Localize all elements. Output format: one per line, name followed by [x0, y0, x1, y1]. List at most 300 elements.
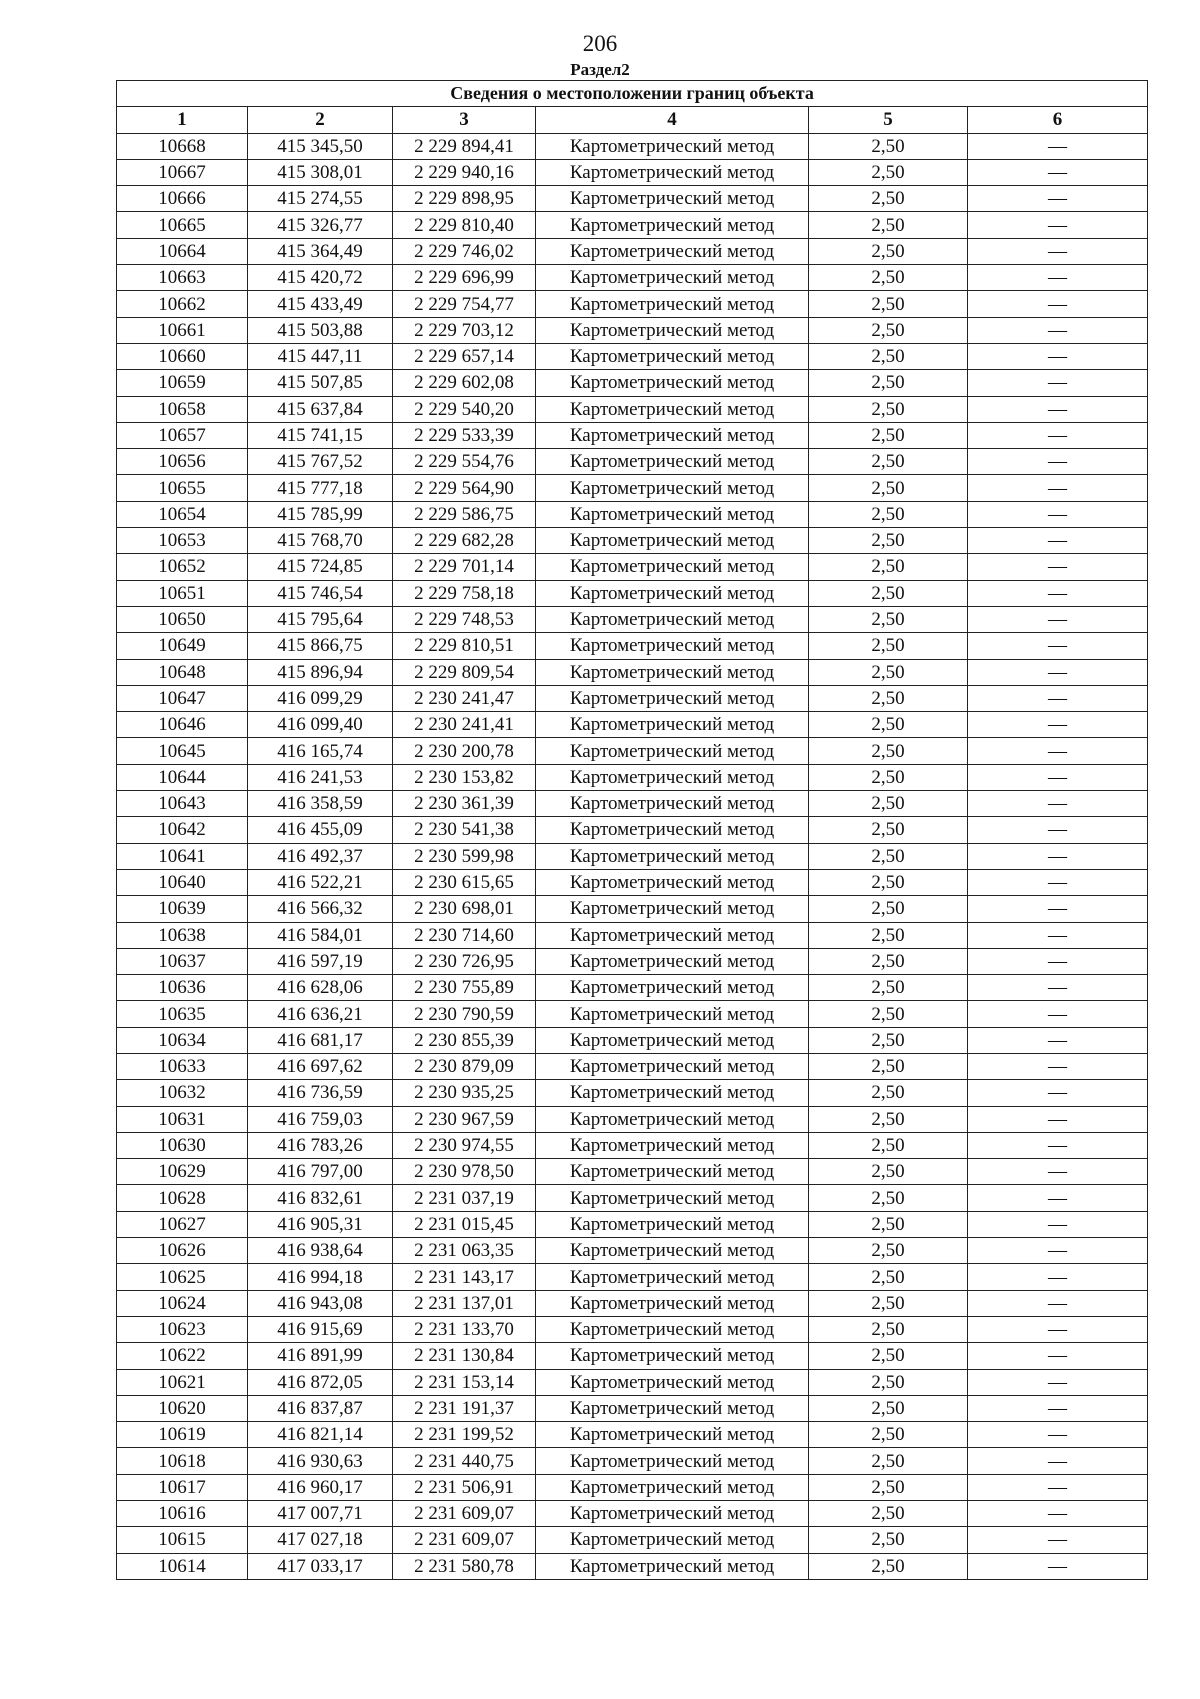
accuracy-cell: 2,50 [809, 843, 968, 869]
accuracy-cell: 2,50 [809, 422, 968, 448]
accuracy-cell: 2,50 [809, 1238, 968, 1264]
table-row [117, 1290, 1148, 1316]
accuracy-cell: 2,50 [809, 291, 968, 317]
x-coordinate-cell: 415 741,15 [248, 422, 393, 448]
point-number-cell: 10667 [117, 159, 248, 185]
accuracy-cell: 2,50 [809, 554, 968, 580]
column-header: 4 [536, 107, 809, 133]
x-coordinate-cell: 416 759,03 [248, 1106, 393, 1132]
description-cell: — [968, 1238, 1148, 1264]
method-cell: Картометрический метод [536, 1211, 809, 1237]
method-cell: Картометрический метод [536, 1501, 809, 1527]
method-cell: Картометрический метод [536, 475, 809, 501]
accuracy-cell: 2,50 [809, 791, 968, 817]
table-row [117, 1027, 1148, 1053]
description-cell: — [968, 869, 1148, 895]
accuracy-cell: 2,50 [809, 1053, 968, 1079]
description-cell: — [968, 1264, 1148, 1290]
accuracy-cell: 2,50 [809, 1501, 968, 1527]
method-cell: Картометрический метод [536, 1290, 809, 1316]
x-coordinate-cell: 415 767,52 [248, 449, 393, 475]
table-row [117, 265, 1148, 291]
description-cell: — [968, 186, 1148, 212]
accuracy-cell: 2,50 [809, 738, 968, 764]
page-number: 206 [582, 31, 618, 56]
description-cell: — [968, 843, 1148, 869]
accuracy-cell: 2,50 [809, 1527, 968, 1553]
accuracy-cell: 2,50 [809, 685, 968, 711]
method-cell: Картометрический метод [536, 685, 809, 711]
point-number-cell: 10665 [117, 212, 248, 238]
accuracy-cell: 2,50 [809, 396, 968, 422]
accuracy-cell: 2,50 [809, 343, 968, 369]
accuracy-cell: 2,50 [809, 528, 968, 554]
x-coordinate-cell: 415 896,94 [248, 659, 393, 685]
accuracy-cell: 2,50 [809, 1343, 968, 1369]
description-cell: — [968, 265, 1148, 291]
description-cell: — [968, 370, 1148, 396]
table-row [117, 1185, 1148, 1211]
description-cell: — [968, 764, 1148, 790]
table-row [117, 685, 1148, 711]
y-coordinate-cell: 2 229 810,40 [393, 212, 536, 238]
point-number-cell: 10624 [117, 1290, 248, 1316]
table-caption: Сведения о местоположении границ объекта [117, 81, 1148, 107]
y-coordinate-cell: 2 229 533,39 [393, 422, 536, 448]
accuracy-cell: 2,50 [809, 948, 968, 974]
x-coordinate-cell: 416 099,40 [248, 712, 393, 738]
method-cell: Картометрический метод [536, 843, 809, 869]
accuracy-cell: 2,50 [809, 1395, 968, 1421]
method-cell: Картометрический метод [536, 238, 809, 264]
accuracy-cell: 2,50 [809, 1106, 968, 1132]
point-number-cell: 10663 [117, 265, 248, 291]
accuracy-cell: 2,50 [809, 1290, 968, 1316]
description-cell: — [968, 422, 1148, 448]
method-cell: Картометрический метод [536, 422, 809, 448]
method-cell: Картометрический метод [536, 1422, 809, 1448]
table-row [117, 396, 1148, 422]
point-number-cell: 10630 [117, 1132, 248, 1158]
point-number-cell: 10658 [117, 396, 248, 422]
description-cell: — [968, 1501, 1148, 1527]
x-coordinate-cell: 416 938,64 [248, 1238, 393, 1264]
point-number-cell: 10662 [117, 291, 248, 317]
y-coordinate-cell: 2 231 153,14 [393, 1369, 536, 1395]
y-coordinate-cell: 2 230 200,78 [393, 738, 536, 764]
table-row [117, 843, 1148, 869]
point-number-cell: 10619 [117, 1422, 248, 1448]
point-number-cell: 10664 [117, 238, 248, 264]
y-coordinate-cell: 2 231 143,17 [393, 1264, 536, 1290]
table-row [117, 1448, 1148, 1474]
y-coordinate-cell: 2 230 974,55 [393, 1132, 536, 1158]
point-number-cell: 10638 [117, 922, 248, 948]
x-coordinate-cell: 415 866,75 [248, 633, 393, 659]
description-cell: — [968, 291, 1148, 317]
point-number-cell: 10655 [117, 475, 248, 501]
point-number-cell: 10659 [117, 370, 248, 396]
method-cell: Картометрический метод [536, 1238, 809, 1264]
method-cell: Картометрический метод [536, 1474, 809, 1500]
table-row [117, 501, 1148, 527]
table-row [117, 975, 1148, 1001]
accuracy-cell: 2,50 [809, 1001, 968, 1027]
x-coordinate-cell: 416 636,21 [248, 1001, 393, 1027]
y-coordinate-cell: 2 231 015,45 [393, 1211, 536, 1237]
point-number-cell: 10642 [117, 817, 248, 843]
accuracy-cell: 2,50 [809, 265, 968, 291]
table-body [117, 133, 1148, 1579]
description-cell: — [968, 791, 1148, 817]
y-coordinate-cell: 2 230 241,47 [393, 685, 536, 711]
table-row [117, 869, 1148, 895]
point-number-cell: 10647 [117, 685, 248, 711]
accuracy-cell: 2,50 [809, 238, 968, 264]
method-cell: Картометрический метод [536, 1264, 809, 1290]
point-number-cell: 10615 [117, 1527, 248, 1553]
description-cell: — [968, 1185, 1148, 1211]
accuracy-cell: 2,50 [809, 1132, 968, 1158]
method-cell: Картометрический метод [536, 212, 809, 238]
description-cell: — [968, 1027, 1148, 1053]
accuracy-cell: 2,50 [809, 475, 968, 501]
description-cell: — [968, 738, 1148, 764]
y-coordinate-cell: 2 229 754,77 [393, 291, 536, 317]
table-row [117, 1369, 1148, 1395]
accuracy-cell: 2,50 [809, 370, 968, 396]
description-cell: — [968, 817, 1148, 843]
table-row [117, 159, 1148, 185]
y-coordinate-cell: 2 229 703,12 [393, 317, 536, 343]
method-cell: Картометрический метод [536, 791, 809, 817]
x-coordinate-cell: 416 821,14 [248, 1422, 393, 1448]
y-coordinate-cell: 2 229 540,20 [393, 396, 536, 422]
description-cell: — [968, 159, 1148, 185]
table-row [117, 291, 1148, 317]
accuracy-cell: 2,50 [809, 1027, 968, 1053]
description-cell: — [968, 1343, 1148, 1369]
point-number-cell: 10637 [117, 948, 248, 974]
description-cell: — [968, 922, 1148, 948]
point-number-cell: 10629 [117, 1159, 248, 1185]
y-coordinate-cell: 2 231 137,01 [393, 1290, 536, 1316]
accuracy-cell: 2,50 [809, 501, 968, 527]
accuracy-cell: 2,50 [809, 975, 968, 1001]
description-cell: — [968, 1159, 1148, 1185]
accuracy-cell: 2,50 [809, 1422, 968, 1448]
description-cell: — [968, 475, 1148, 501]
point-number-cell: 10648 [117, 659, 248, 685]
y-coordinate-cell: 2 231 580,78 [393, 1553, 536, 1579]
method-cell: Картометрический метод [536, 1106, 809, 1132]
table-row [117, 633, 1148, 659]
method-cell: Картометрический метод [536, 1001, 809, 1027]
table-row [117, 554, 1148, 580]
accuracy-cell: 2,50 [809, 712, 968, 738]
point-number-cell: 10635 [117, 1001, 248, 1027]
point-number-cell: 10627 [117, 1211, 248, 1237]
method-cell: Картометрический метод [536, 1553, 809, 1579]
accuracy-cell: 2,50 [809, 606, 968, 632]
y-coordinate-cell: 2 230 726,95 [393, 948, 536, 974]
point-number-cell: 10631 [117, 1106, 248, 1132]
y-coordinate-cell: 2 230 541,38 [393, 817, 536, 843]
table-row [117, 133, 1148, 159]
column-header: 1 [117, 107, 248, 133]
method-cell: Картометрический метод [536, 1053, 809, 1079]
point-number-cell: 10654 [117, 501, 248, 527]
y-coordinate-cell: 2 229 701,14 [393, 554, 536, 580]
y-coordinate-cell: 2 229 758,18 [393, 580, 536, 606]
y-coordinate-cell: 2 230 978,50 [393, 1159, 536, 1185]
table-caption-row [117, 81, 1148, 107]
description-cell: — [968, 1211, 1148, 1237]
y-coordinate-cell: 2 230 714,60 [393, 922, 536, 948]
point-number-cell: 10614 [117, 1553, 248, 1579]
point-number-cell: 10661 [117, 317, 248, 343]
description-cell: — [968, 1527, 1148, 1553]
method-cell: Картометрический метод [536, 133, 809, 159]
method-cell: Картометрический метод [536, 633, 809, 659]
point-number-cell: 10650 [117, 606, 248, 632]
method-cell: Картометрический метод [536, 554, 809, 580]
description-cell: — [968, 317, 1148, 343]
x-coordinate-cell: 416 797,00 [248, 1159, 393, 1185]
table-row [117, 659, 1148, 685]
point-number-cell: 10641 [117, 843, 248, 869]
accuracy-cell: 2,50 [809, 1316, 968, 1342]
x-coordinate-cell: 416 681,17 [248, 1027, 393, 1053]
x-coordinate-cell: 415 785,99 [248, 501, 393, 527]
point-number-cell: 10617 [117, 1474, 248, 1500]
y-coordinate-cell: 2 230 755,89 [393, 975, 536, 1001]
accuracy-cell: 2,50 [809, 186, 968, 212]
table-row [117, 1422, 1148, 1448]
method-cell: Картометрический метод [536, 396, 809, 422]
description-cell: — [968, 1106, 1148, 1132]
y-coordinate-cell: 2 230 935,25 [393, 1080, 536, 1106]
accuracy-cell: 2,50 [809, 1264, 968, 1290]
point-number-cell: 10646 [117, 712, 248, 738]
y-coordinate-cell: 2 229 696,99 [393, 265, 536, 291]
description-cell: — [968, 212, 1148, 238]
method-cell: Картометрический метод [536, 317, 809, 343]
coordinates-table [116, 80, 1148, 1580]
accuracy-cell: 2,50 [809, 1369, 968, 1395]
table-row [117, 1080, 1148, 1106]
method-cell: Картометрический метод [536, 606, 809, 632]
description-cell: — [968, 633, 1148, 659]
x-coordinate-cell: 416 837,87 [248, 1395, 393, 1421]
x-coordinate-cell: 415 777,18 [248, 475, 393, 501]
accuracy-cell: 2,50 [809, 896, 968, 922]
x-coordinate-cell: 415 795,64 [248, 606, 393, 632]
x-coordinate-cell: 416 522,21 [248, 869, 393, 895]
column-header: 2 [248, 107, 393, 133]
point-number-cell: 10636 [117, 975, 248, 1001]
y-coordinate-cell: 2 229 940,16 [393, 159, 536, 185]
point-number-cell: 10621 [117, 1369, 248, 1395]
description-cell: — [968, 238, 1148, 264]
table-row [117, 738, 1148, 764]
description-cell: — [968, 449, 1148, 475]
x-coordinate-cell: 417 027,18 [248, 1527, 393, 1553]
table-row [117, 1501, 1148, 1527]
accuracy-cell: 2,50 [809, 922, 968, 948]
y-coordinate-cell: 2 230 153,82 [393, 764, 536, 790]
point-number-cell: 10656 [117, 449, 248, 475]
y-coordinate-cell: 2 230 855,39 [393, 1027, 536, 1053]
method-cell: Картометрический метод [536, 712, 809, 738]
table-row [117, 1553, 1148, 1579]
point-number-cell: 10632 [117, 1080, 248, 1106]
accuracy-cell: 2,50 [809, 1448, 968, 1474]
table-row [117, 764, 1148, 790]
x-coordinate-cell: 416 905,31 [248, 1211, 393, 1237]
method-cell: Картометрический метод [536, 869, 809, 895]
accuracy-cell: 2,50 [809, 764, 968, 790]
description-cell: — [968, 685, 1148, 711]
x-coordinate-cell: 416 597,19 [248, 948, 393, 974]
point-number-cell: 10634 [117, 1027, 248, 1053]
y-coordinate-cell: 2 231 063,35 [393, 1238, 536, 1264]
method-cell: Картометрический метод [536, 343, 809, 369]
x-coordinate-cell: 416 915,69 [248, 1316, 393, 1342]
y-coordinate-cell: 2 229 748,53 [393, 606, 536, 632]
y-coordinate-cell: 2 231 133,70 [393, 1316, 536, 1342]
description-cell: — [968, 712, 1148, 738]
method-cell: Картометрический метод [536, 764, 809, 790]
table-row [117, 1159, 1148, 1185]
description-cell: — [968, 554, 1148, 580]
table-header-row [117, 107, 1148, 133]
x-coordinate-cell: 415 724,85 [248, 554, 393, 580]
y-coordinate-cell: 2 231 506,91 [393, 1474, 536, 1500]
table-row [117, 817, 1148, 843]
accuracy-cell: 2,50 [809, 1080, 968, 1106]
description-cell: — [968, 580, 1148, 606]
y-coordinate-cell: 2 229 564,90 [393, 475, 536, 501]
x-coordinate-cell: 416 697,62 [248, 1053, 393, 1079]
accuracy-cell: 2,50 [809, 1553, 968, 1579]
point-number-cell: 10620 [117, 1395, 248, 1421]
x-coordinate-cell: 416 930,63 [248, 1448, 393, 1474]
point-number-cell: 10666 [117, 186, 248, 212]
description-cell: — [968, 1474, 1148, 1500]
table-row [117, 922, 1148, 948]
x-coordinate-cell: 416 165,74 [248, 738, 393, 764]
method-cell: Картометрический метод [536, 1395, 809, 1421]
point-number-cell: 10657 [117, 422, 248, 448]
description-cell: — [968, 1553, 1148, 1579]
method-cell: Картометрический метод [536, 817, 809, 843]
table-row [117, 1053, 1148, 1079]
column-header: 5 [809, 107, 968, 133]
description-cell: — [968, 1448, 1148, 1474]
point-number-cell: 10649 [117, 633, 248, 659]
description-cell: — [968, 133, 1148, 159]
method-cell: Картометрический метод [536, 659, 809, 685]
method-cell: Картометрический метод [536, 1185, 809, 1211]
y-coordinate-cell: 2 229 898,95 [393, 186, 536, 212]
x-coordinate-cell: 416 943,08 [248, 1290, 393, 1316]
description-cell: — [968, 1001, 1148, 1027]
x-coordinate-cell: 416 492,37 [248, 843, 393, 869]
method-cell: Картометрический метод [536, 948, 809, 974]
x-coordinate-cell: 415 308,01 [248, 159, 393, 185]
method-cell: Картометрический метод [536, 975, 809, 1001]
method-cell: Картометрический метод [536, 1080, 809, 1106]
table-row [117, 1343, 1148, 1369]
method-cell: Картометрический метод [536, 896, 809, 922]
point-number-cell: 10668 [117, 133, 248, 159]
y-coordinate-cell: 2 231 037,19 [393, 1185, 536, 1211]
table-row [117, 212, 1148, 238]
x-coordinate-cell: 415 364,49 [248, 238, 393, 264]
point-number-cell: 10643 [117, 791, 248, 817]
table-row [117, 1395, 1148, 1421]
description-cell: — [968, 1422, 1148, 1448]
description-cell: — [968, 948, 1148, 974]
accuracy-cell: 2,50 [809, 212, 968, 238]
y-coordinate-cell: 2 230 361,39 [393, 791, 536, 817]
section-title: Раздел2 [570, 60, 630, 79]
table-row [117, 1238, 1148, 1264]
accuracy-cell: 2,50 [809, 1185, 968, 1211]
table-row [117, 712, 1148, 738]
description-cell: — [968, 896, 1148, 922]
description-cell: — [968, 1369, 1148, 1395]
point-number-cell: 10644 [117, 764, 248, 790]
point-number-cell: 10616 [117, 1501, 248, 1527]
x-coordinate-cell: 416 358,59 [248, 791, 393, 817]
point-number-cell: 10639 [117, 896, 248, 922]
y-coordinate-cell: 2 231 130,84 [393, 1343, 536, 1369]
x-coordinate-cell: 415 746,54 [248, 580, 393, 606]
accuracy-cell: 2,50 [809, 449, 968, 475]
point-number-cell: 10628 [117, 1185, 248, 1211]
table-row [117, 449, 1148, 475]
accuracy-cell: 2,50 [809, 1211, 968, 1237]
table-row [117, 422, 1148, 448]
y-coordinate-cell: 2 230 879,09 [393, 1053, 536, 1079]
x-coordinate-cell: 415 345,50 [248, 133, 393, 159]
method-cell: Картометрический метод [536, 528, 809, 554]
y-coordinate-cell: 2 231 609,07 [393, 1501, 536, 1527]
y-coordinate-cell: 2 229 809,54 [393, 659, 536, 685]
accuracy-cell: 2,50 [809, 817, 968, 843]
table-row [117, 475, 1148, 501]
x-coordinate-cell: 415 768,70 [248, 528, 393, 554]
table-row [117, 343, 1148, 369]
description-cell: — [968, 606, 1148, 632]
x-coordinate-cell: 417 033,17 [248, 1553, 393, 1579]
accuracy-cell: 2,50 [809, 317, 968, 343]
table-row [117, 948, 1148, 974]
x-coordinate-cell: 415 274,55 [248, 186, 393, 212]
x-coordinate-cell: 415 447,11 [248, 343, 393, 369]
y-coordinate-cell: 2 230 790,59 [393, 1001, 536, 1027]
method-cell: Картометрический метод [536, 159, 809, 185]
y-coordinate-cell: 2 231 199,52 [393, 1422, 536, 1448]
x-coordinate-cell: 415 637,84 [248, 396, 393, 422]
description-cell: — [968, 528, 1148, 554]
x-coordinate-cell: 415 420,72 [248, 265, 393, 291]
table-row [117, 528, 1148, 554]
accuracy-cell: 2,50 [809, 659, 968, 685]
point-number-cell: 10626 [117, 1238, 248, 1264]
